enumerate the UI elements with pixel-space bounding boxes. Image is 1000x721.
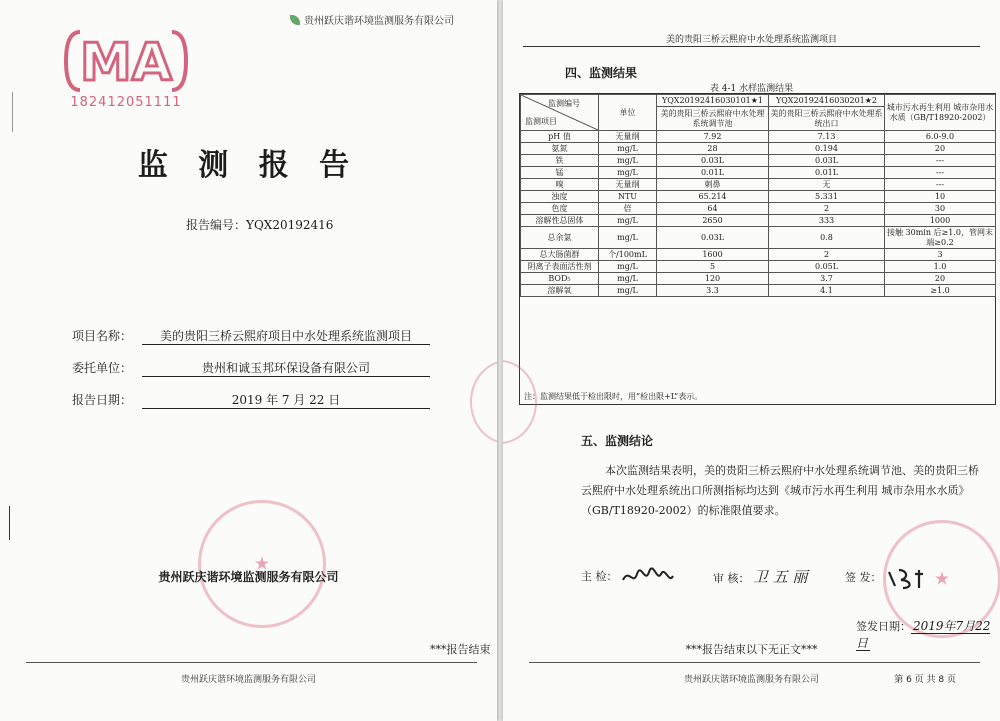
cell-s1: 0.03L bbox=[657, 155, 769, 167]
section-4-title: 四、监测结果 bbox=[565, 66, 638, 80]
cell-item: 氨氮 bbox=[521, 143, 599, 155]
header-sample1-desc: 美的贵阳三桥云熙府中水处理系统调节池 bbox=[657, 107, 769, 131]
cell-std: 3 bbox=[885, 249, 996, 261]
ma-certificate-number: 182412051111 bbox=[70, 95, 182, 110]
cell-std: --- bbox=[885, 155, 996, 167]
ma-certification-logo bbox=[64, 26, 188, 96]
inspector-signature bbox=[581, 566, 675, 588]
page-number: 第 6 页 共 8 页 bbox=[894, 675, 956, 685]
cell-item: 溶解氧 bbox=[521, 285, 599, 297]
table-caption: 表 4-1 水样监测结果 bbox=[709, 84, 794, 94]
table-row bbox=[521, 285, 996, 297]
page-footer: 贵州跃庆谐环境监测服务有限公司 bbox=[683, 675, 819, 685]
cell-item: 铁 bbox=[521, 155, 599, 167]
company-header bbox=[290, 12, 454, 27]
cell-item: 阴离子表面活性剂 bbox=[521, 261, 599, 273]
report-number-label: 报告编号： bbox=[186, 218, 247, 232]
page-footer: 贵州跃庆谐环境监测服务有限公司 bbox=[180, 675, 316, 685]
table-row bbox=[521, 203, 996, 215]
cell-item: BOD₅ bbox=[521, 273, 599, 285]
cell-s2: 0.03L bbox=[769, 155, 885, 167]
cell-item: 嗅 bbox=[521, 179, 599, 191]
cell-s1: 0.01L bbox=[657, 167, 769, 179]
cell-s2: 0.194 bbox=[769, 143, 885, 155]
table-row bbox=[521, 131, 996, 143]
table-row bbox=[521, 191, 996, 203]
issuer-name: 贵州跃庆谐环境监测服务有限公司 bbox=[158, 570, 339, 584]
client-label: 委托单位： bbox=[72, 361, 133, 375]
issue-date-label: 签发日期： bbox=[856, 620, 911, 633]
cell-item: pH 值 bbox=[521, 131, 599, 143]
table-row bbox=[521, 167, 996, 179]
diagonal-header-cell bbox=[521, 95, 599, 131]
cell-item: 色度 bbox=[521, 203, 599, 215]
cell-item: 总大肠菌群 bbox=[521, 249, 599, 261]
table-row bbox=[521, 155, 996, 167]
cell-std: 1000 bbox=[885, 215, 996, 227]
page-header: 美的贵阳三桥云熙府中水处理系统监测项目 bbox=[665, 35, 837, 45]
cell-item: 总余氯 bbox=[521, 227, 599, 249]
header-sample-id-label: 监测编号 bbox=[548, 99, 580, 108]
cell-s2: 5.331 bbox=[769, 191, 885, 203]
cell-std: --- bbox=[885, 167, 996, 179]
cell-s2: 2 bbox=[769, 203, 885, 215]
cell-s2: 333 bbox=[769, 215, 885, 227]
end-of-report-text: ***报告结束 bbox=[430, 643, 491, 656]
company-seal-stamp: ★ bbox=[883, 520, 1000, 638]
ma-logo-text: MA bbox=[80, 33, 172, 93]
cell-unit: mg/L bbox=[599, 167, 657, 179]
approver-label: 签 发： bbox=[845, 571, 882, 584]
header-sample2-id: YQX20192416030201★2 bbox=[769, 95, 885, 107]
cell-s2: 7.13 bbox=[769, 131, 885, 143]
cell-s1: 7.92 bbox=[657, 131, 769, 143]
header-item-label: 监测项目 bbox=[525, 117, 557, 126]
partial-seal-stamp bbox=[470, 360, 497, 444]
cell-s2: 2 bbox=[769, 249, 885, 261]
cell-unit: 倍 bbox=[599, 203, 657, 215]
cell-std: 10 bbox=[885, 191, 996, 203]
company-seal-stamp: ★ bbox=[198, 500, 326, 628]
header-sample2-desc: 美的贵阳三桥云熙府中水处理系统出口 bbox=[769, 107, 885, 131]
section-5-title: 五、监测结论 bbox=[581, 434, 654, 448]
table-row bbox=[521, 143, 996, 155]
cell-s2: 无 bbox=[769, 179, 885, 191]
conclusion-paragraph: 本次监测结果表明，美的贵阳三桥云熙府中水处理系统调节池、美的贵阳三桥云熙府中水处理系统出口所测指标均达到《城市污水再生利用 城市杂用水水质》（GB/T18920-2002）的标准限值要求。 bbox=[581, 464, 979, 517]
header-standard: 城市污水再生利用 城市杂用水水质（GB/T18920-2002） bbox=[885, 95, 996, 131]
table-row bbox=[521, 249, 996, 261]
cell-s2: 0.01L bbox=[769, 167, 885, 179]
cell-std: 6.0-9.0 bbox=[885, 131, 996, 143]
cell-s1: 64 bbox=[657, 203, 769, 215]
cell-std: 20 bbox=[885, 273, 996, 285]
cell-unit: 无量纲 bbox=[599, 179, 657, 191]
header-unit: 单位 bbox=[599, 95, 657, 131]
table-row bbox=[521, 215, 996, 227]
table-row bbox=[521, 179, 996, 191]
footer-rule bbox=[26, 662, 477, 663]
cell-unit: mg/L bbox=[599, 155, 657, 167]
project-name: 美的贵阳三桥云熙府项目中水处理系统监测项目 bbox=[142, 327, 430, 345]
cell-unit: mg/L bbox=[599, 273, 657, 285]
inspector-handwritten-signature bbox=[621, 566, 675, 588]
reviewer-signature bbox=[713, 566, 808, 587]
footer-rule bbox=[529, 662, 980, 663]
report-number-value: YQX20192416 bbox=[246, 218, 334, 232]
client-name: 贵州和诚玉邦环保设备有限公司 bbox=[142, 359, 430, 377]
cell-s1: 1600 bbox=[657, 249, 769, 261]
cell-s1: 刺鼻 bbox=[657, 179, 769, 191]
reviewer-handwritten-signature: 卫 五 丽 bbox=[753, 568, 808, 586]
cell-item: 溶解性总固体 bbox=[521, 215, 599, 227]
cell-s1: 65.214 bbox=[657, 191, 769, 203]
header-rule bbox=[523, 46, 980, 47]
results-page bbox=[503, 0, 1000, 721]
cover-page bbox=[0, 0, 497, 721]
cell-s2: 3.7 bbox=[769, 273, 885, 285]
margin-mark bbox=[12, 92, 13, 132]
cell-unit: NTU bbox=[599, 191, 657, 203]
margin-mark bbox=[9, 506, 10, 540]
leaf-logo-icon bbox=[290, 15, 300, 25]
results-table bbox=[520, 94, 996, 297]
cell-unit: mg/L bbox=[599, 215, 657, 227]
cell-s1: 28 bbox=[657, 143, 769, 155]
cell-unit: mg/L bbox=[599, 261, 657, 273]
cell-std: 20 bbox=[885, 143, 996, 155]
cell-s1: 5 bbox=[657, 261, 769, 273]
cell-unit: mg/L bbox=[599, 227, 657, 249]
reviewer-label: 审 核： bbox=[713, 572, 750, 585]
cell-unit: 个/100mL bbox=[599, 249, 657, 261]
report-number bbox=[186, 216, 333, 233]
date-label: 报告日期： bbox=[72, 393, 133, 407]
cell-std: --- bbox=[885, 179, 996, 191]
cell-item: 浊度 bbox=[521, 191, 599, 203]
report-date: 2019 年 7 月 22 日 bbox=[142, 391, 430, 409]
cell-s1: 3.3 bbox=[657, 285, 769, 297]
end-of-report-text: ***报告结束以下无正文*** bbox=[685, 643, 818, 656]
report-title: 监 测 报 告 bbox=[137, 148, 360, 183]
header-sample1-id: YQX20192416030101★1 bbox=[657, 95, 769, 107]
cell-std: 30 bbox=[885, 203, 996, 215]
issue-date-value: 2019年7月22日 bbox=[856, 619, 991, 650]
cell-s2: 0.05L bbox=[769, 261, 885, 273]
cell-item: 锰 bbox=[521, 167, 599, 179]
table-row bbox=[521, 227, 996, 249]
cell-s1: 2650 bbox=[657, 215, 769, 227]
table-row bbox=[521, 261, 996, 273]
table-row bbox=[521, 273, 996, 285]
cell-std: 接触 30min 后≥1.0，管网末端≥0.2 bbox=[885, 227, 996, 249]
cell-s1: 0.03L bbox=[657, 227, 769, 249]
cell-s2: 4.1 bbox=[769, 285, 885, 297]
results-table-box bbox=[519, 93, 996, 405]
cell-std: 1.0 bbox=[885, 261, 996, 273]
project-label: 项目名称： bbox=[72, 329, 133, 343]
table-note: 注：监测结果低于检出限时，用“检出限+L”表示。 bbox=[524, 392, 703, 401]
inspector-label: 主 检： bbox=[581, 570, 618, 583]
cell-unit: 无量纲 bbox=[599, 131, 657, 143]
cell-s1: 120 bbox=[657, 273, 769, 285]
company-header-text: 贵州跃庆谐环境监测服务有限公司 bbox=[304, 16, 454, 27]
cell-std: ≥1.0 bbox=[885, 285, 996, 297]
cell-unit: mg/L bbox=[599, 285, 657, 297]
cell-unit: mg/L bbox=[599, 143, 657, 155]
cell-s2: 0.8 bbox=[769, 227, 885, 249]
